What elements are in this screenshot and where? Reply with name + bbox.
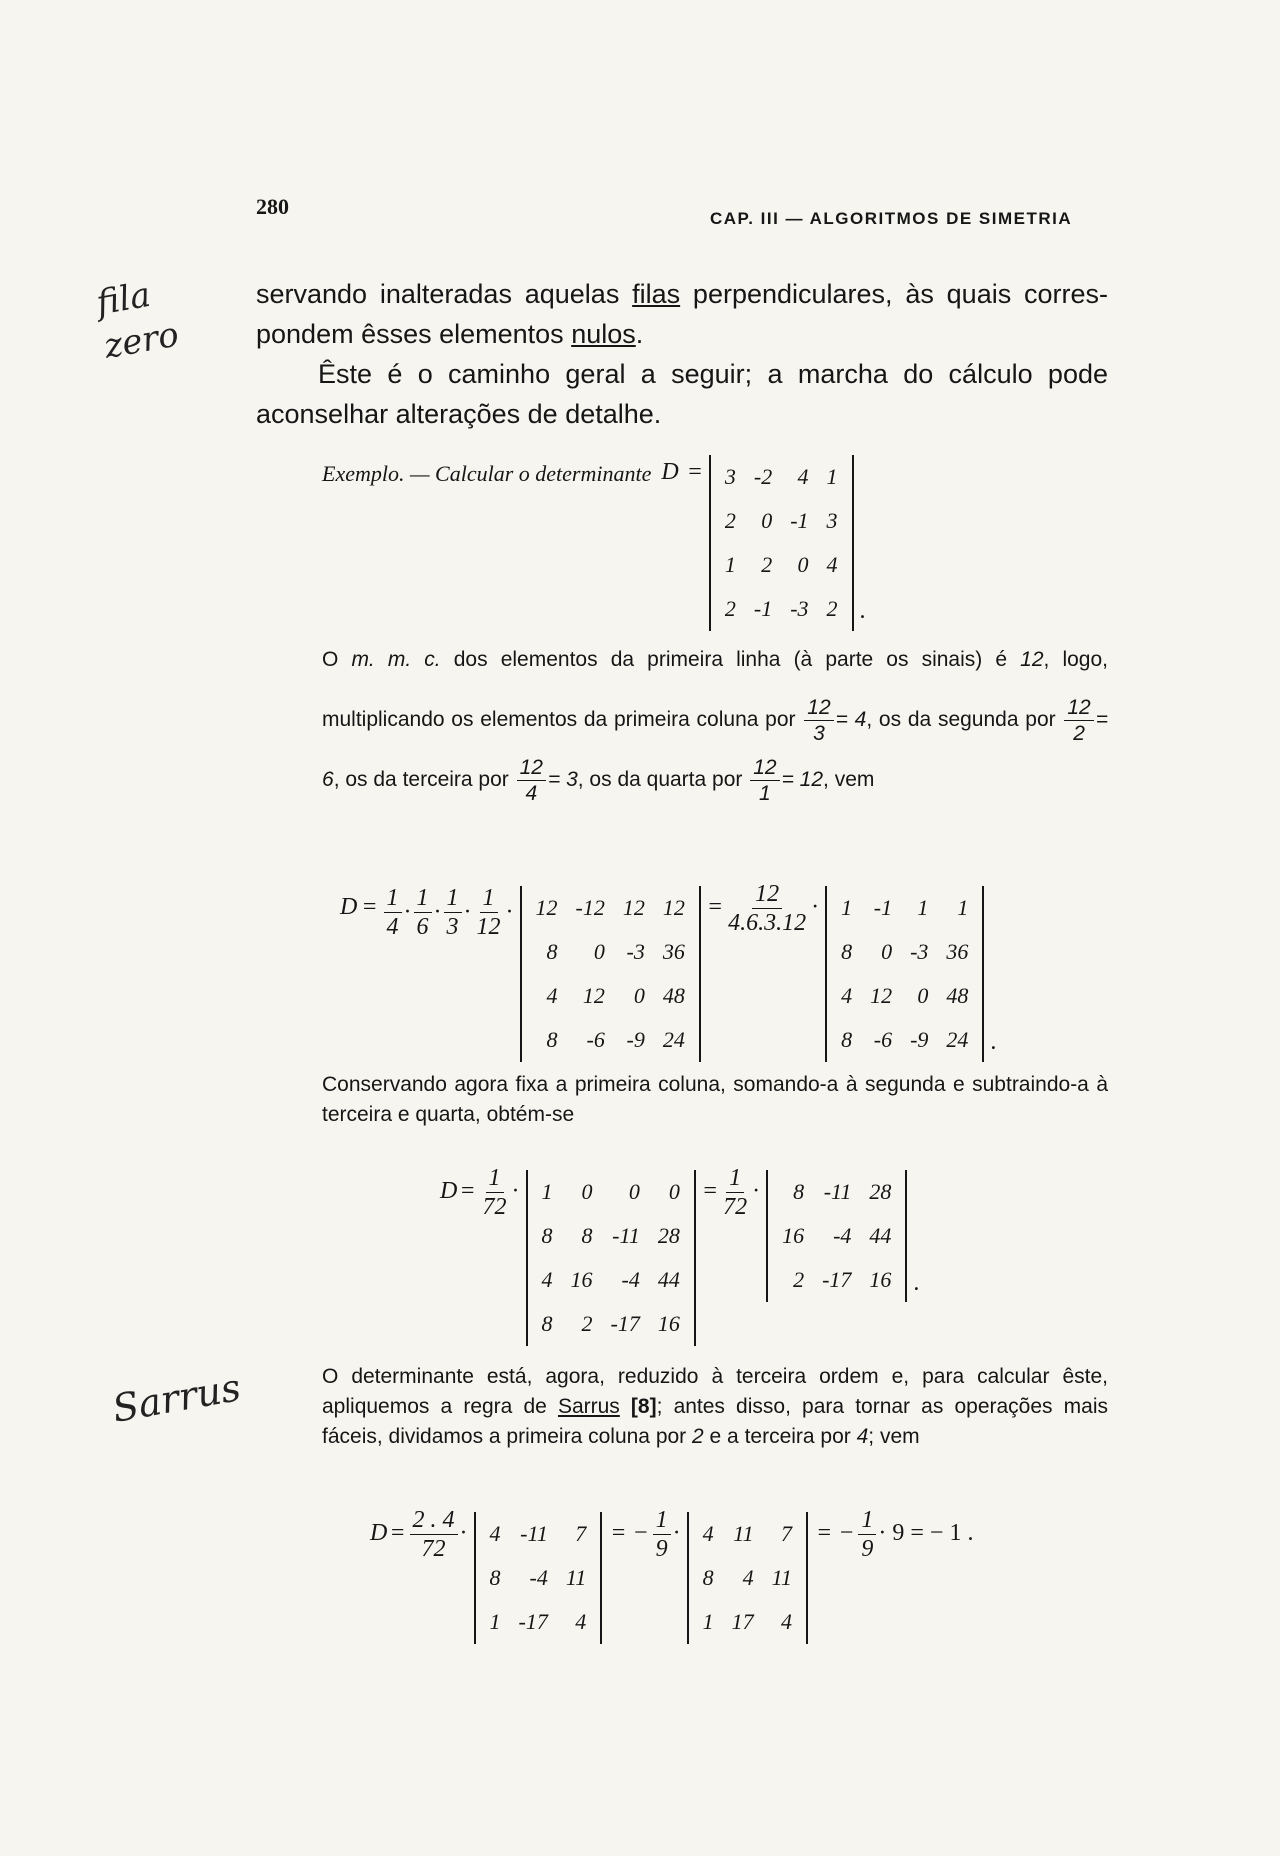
- matrix-cell: 8: [841, 939, 853, 964]
- matrix-cell: -2: [753, 464, 773, 489]
- matrix-row: [481, 1600, 596, 1644]
- determinant-eq2-left: [526, 1170, 696, 1346]
- factor-fraction: $\frac{1}{12}$: [476, 885, 501, 940]
- matrix-cell: 4: [826, 552, 838, 577]
- matrix-cell: -1: [753, 596, 773, 621]
- matrix-cell: 8: [541, 1311, 553, 1336]
- matrix-cell: 1: [957, 895, 969, 920]
- matrix-cell: -4: [833, 1223, 852, 1248]
- matrix-cell: 0: [761, 508, 773, 533]
- matrix-row: [481, 1556, 596, 1600]
- matrix-table: [773, 1170, 900, 1302]
- matrix-cell: 11: [733, 1521, 754, 1546]
- matrix-cell: 0: [581, 1179, 593, 1204]
- paragraph-caminho: Êste é o caminho geral a seguir; a marcha do cálculo pode aconselhar alterações de detalhe.: [256, 359, 1108, 429]
- matrix-cell: 12: [582, 983, 605, 1008]
- multiplication-dot: ·: [463, 899, 472, 925]
- matrix-table: [527, 886, 694, 1062]
- matrix-row: [527, 974, 694, 1018]
- fraction-12-over-product: $\frac{12}{4.6.3.12}$: [728, 881, 807, 936]
- factor-fraction: $\frac{1}{3}$: [444, 886, 462, 939]
- matrix-cell: 16: [657, 1311, 680, 1336]
- equation-3: D = $\frac{2 . 4}{72}$ · 4 -11 7 8 -4 11 1 -17 4 = − $\frac{1}{9}$ · 4 11 7 8 4 11 1 17 4 = − $\frac{1}{9}$ · 9 = − 1 .: [370, 1512, 973, 1644]
- matrix-table: [481, 1512, 596, 1644]
- matrix-cell: 4: [541, 1267, 553, 1292]
- matrix-cell: 16: [782, 1223, 805, 1248]
- matrix-cell: -4: [621, 1267, 640, 1292]
- matrix-table: [694, 1512, 801, 1644]
- determinant-eq1-right: [825, 886, 984, 1062]
- matrix-cell: -6: [873, 1027, 893, 1052]
- matrix-cell: 0: [593, 939, 605, 964]
- matrix-cell: 2: [761, 552, 773, 577]
- matrix-row: [832, 930, 977, 974]
- matrix-cell: 8: [702, 1565, 714, 1590]
- matrix-cell: 0: [797, 552, 809, 577]
- matrix-cell: -17: [610, 1311, 640, 1336]
- matrix-cell: 8: [581, 1223, 593, 1248]
- matrix-cell: 4: [575, 1609, 587, 1634]
- paragraph-mmc: O m. m. c. dos elementos da primeira linha (à parte os sinais) é 12, logo, multiplicando os elementos da primeira coluna por $\frac{12}{3}$ = 4, os da segunda por $\frac{12}{2}$ = 6, os da terceira por $\frac{12}{4}$ = 3, os da quarta por $\frac{12}{1}$ = 12, vem: [322, 648, 1108, 805]
- matrix-table: [716, 455, 847, 631]
- intro-paragraph: servando inalteradas aquelas filas perpendiculares, às quais corres- pondem êsses elementos nulos. Êste é o caminho geral a seguir; a marcha do cálculo pode aconselhar alterações de detalhe.: [256, 274, 1108, 434]
- matrix-cell: 44: [657, 1267, 680, 1292]
- matrix-cell: -9: [910, 1027, 929, 1052]
- matrix-row: [716, 543, 847, 587]
- equation-2: D = $\frac{1}{72}$ · 1 0 0 0 8 8 -11 28 4 16 -4 44 8 2 -17 16 = $\frac{1}{72}$ · 8 -11 28 16 -4 44 2 -17 16 .: [440, 1170, 919, 1346]
- matrix-cell: 0: [668, 1179, 680, 1204]
- matrix-cell: 11: [565, 1565, 587, 1590]
- matrix-row: [773, 1170, 900, 1214]
- page-number: 280: [256, 194, 289, 219]
- matrix-cell: 48: [662, 983, 685, 1008]
- fraction-12-1: $\frac{12}{1}$: [750, 757, 779, 804]
- matrix-cell: 7: [781, 1521, 793, 1546]
- matrix-row: [832, 974, 977, 1018]
- matrix-cell: 17: [731, 1609, 754, 1634]
- determinant-eq3-left: [474, 1512, 603, 1644]
- matrix-cell: 1: [724, 552, 736, 577]
- underlined-word-sarrus: Sarrus: [557, 1395, 620, 1418]
- running-head: CAP. III — ALGORITMOS DE SIMETRIA: [710, 209, 1073, 228]
- matrix-cell: 3: [724, 464, 736, 489]
- matrix-cell: 16: [869, 1267, 892, 1292]
- matrix-cell: -11: [823, 1179, 852, 1204]
- matrix-cell: 0: [917, 983, 929, 1008]
- matrix-row: [533, 1258, 689, 1302]
- matrix-cell: 1: [841, 895, 853, 920]
- fraction-12-2: $\frac{12}{2}$: [1064, 697, 1093, 744]
- matrix-table: [832, 886, 977, 1062]
- factor-fraction: $\frac{1}{6}$: [414, 886, 432, 939]
- matrix-cell: -17: [822, 1267, 852, 1292]
- matrix-table: [533, 1170, 689, 1346]
- equation-1: D = $\frac{1}{4}$ · $\frac{1}{6}$ · $\frac{1}{3}$ · $\frac{1}{12}$ · 12 -12 12 12 8 0 -3 36 4 12 0 48 8 -6 -9 24 = $\frac{12}{4.6.3.12}$ · 1 -1 1 1 8 0 -3 36 4 12 0 48 8 -6 -9 24 .: [340, 886, 996, 1062]
- matrix-row: [832, 886, 977, 930]
- matrix-row: [832, 1018, 977, 1062]
- determinant-eq3-right: [687, 1512, 808, 1644]
- matrix-cell: 36: [946, 939, 969, 964]
- underlined-word-nulos: nulos: [571, 319, 636, 349]
- matrix-row: [773, 1258, 900, 1302]
- matrix-row: [716, 587, 847, 631]
- matrix-cell: 8: [546, 1027, 558, 1052]
- matrix-cell: -3: [626, 939, 645, 964]
- matrix-cell: 3: [826, 508, 838, 533]
- matrix-cell: 4: [489, 1521, 501, 1546]
- matrix-cell: 36: [662, 939, 685, 964]
- matrix-row: [694, 1512, 801, 1556]
- matrix-cell: 8: [793, 1179, 805, 1204]
- matrix-row: [716, 499, 847, 543]
- matrix-cell: -1: [790, 508, 809, 533]
- matrix-cell: 24: [662, 1027, 685, 1052]
- matrix-cell: 4: [797, 464, 809, 489]
- matrix-cell: 4: [781, 1609, 793, 1634]
- multiplication-dot: ·: [505, 899, 514, 925]
- matrix-cell: -11: [612, 1223, 640, 1248]
- matrix-cell: 2: [826, 596, 838, 621]
- matrix-cell: 11: [771, 1565, 793, 1590]
- matrix-cell: 12: [622, 895, 645, 920]
- matrix-cell: -4: [529, 1565, 548, 1590]
- matrix-row: [694, 1600, 801, 1644]
- fraction-12-4: $\frac{12}{4}$: [517, 757, 546, 804]
- matrix-cell: 12: [662, 895, 685, 920]
- determinant-example: [709, 455, 854, 631]
- matrix-cell: 0: [633, 983, 645, 1008]
- matrix-cell: -6: [586, 1027, 605, 1052]
- matrix-cell: 44: [869, 1223, 892, 1248]
- matrix-cell: 1: [489, 1609, 501, 1634]
- matrix-row: [533, 1214, 689, 1258]
- matrix-cell: 2: [724, 596, 736, 621]
- matrix-cell: 12: [870, 983, 893, 1008]
- matrix-cell: 0: [628, 1179, 640, 1204]
- matrix-cell: 48: [946, 983, 969, 1008]
- matrix-cell: -3: [790, 596, 809, 621]
- matrix-cell: -11: [520, 1521, 548, 1546]
- matrix-row: [533, 1170, 689, 1214]
- matrix-cell: -1: [873, 895, 893, 920]
- matrix-cell: 4: [742, 1565, 754, 1590]
- matrix-cell: 8: [841, 1027, 853, 1052]
- paragraph-conservando: Conservando agora fixa a primeira coluna, somando-a à segunda e subtraindo-a à terceira e quarta, obtém-se: [322, 1073, 1108, 1126]
- matrix-cell: 8: [546, 939, 558, 964]
- matrix-cell: -3: [910, 939, 929, 964]
- margin-note-top: fila zero: [93, 274, 182, 367]
- matrix-cell: 1: [702, 1609, 714, 1634]
- matrix-cell: -9: [626, 1027, 645, 1052]
- matrix-cell: 1: [917, 895, 929, 920]
- matrix-cell: 2: [724, 508, 736, 533]
- matrix-cell: 8: [489, 1565, 501, 1590]
- matrix-cell: 4: [841, 983, 853, 1008]
- matrix-cell: 1: [826, 464, 838, 489]
- matrix-row: [527, 1018, 694, 1062]
- matrix-cell: -12: [575, 895, 605, 920]
- matrix-cell: -17: [518, 1609, 548, 1634]
- matrix-cell: 2: [793, 1267, 805, 1292]
- determinant-eq1-left: [520, 886, 701, 1062]
- matrix-row: [533, 1302, 689, 1346]
- matrix-cell: 4: [546, 983, 558, 1008]
- matrix-cell: 7: [575, 1521, 587, 1546]
- factor-fraction: $\frac{1}{4}$: [384, 886, 402, 939]
- margin-note-sarrus: Sarrus: [109, 1365, 244, 1431]
- example-block: Exemplo. — Calcular o determinante D = 3 -2 4 1 2 0 -1 3 1 2 0 4 2 -1 -3 2 .: [322, 455, 866, 631]
- matrix-cell: 4: [702, 1521, 714, 1546]
- matrix-row: [773, 1214, 900, 1258]
- matrix-cell: 28: [869, 1179, 892, 1204]
- matrix-cell: 12: [535, 895, 558, 920]
- paragraph-sarrus: O determinante está, agora, reduzido à terceira ordem e, para calcular êste, apliquemos a regra de Sarrus [8]; antes disso, para tornar as operações mais fáceis, dividamos a primeira coluna por 2 e a terceira por 4; vem: [322, 1365, 1108, 1448]
- matrix-cell: 8: [541, 1223, 553, 1248]
- multiplication-dot: ·: [433, 899, 442, 925]
- matrix-row: [716, 455, 847, 499]
- matrix-cell: 0: [881, 939, 893, 964]
- matrix-cell: 28: [657, 1223, 680, 1248]
- equation-1-factors: [382, 886, 514, 939]
- matrix-row: [527, 930, 694, 974]
- example-label: Exemplo. — Calcular o determinante: [322, 461, 652, 486]
- determinant-eq2-right: [766, 1170, 907, 1302]
- matrix-cell: 2: [581, 1311, 593, 1336]
- underlined-word-filas: filas: [632, 279, 681, 309]
- fraction-12-3: $\frac{12}{3}$: [804, 697, 833, 744]
- matrix-cell: 16: [570, 1267, 593, 1292]
- matrix-cell: 1: [541, 1179, 553, 1204]
- matrix-row: [527, 886, 694, 930]
- matrix-cell: 24: [946, 1027, 969, 1052]
- multiplication-dot: ·: [403, 899, 412, 925]
- matrix-row: [694, 1556, 801, 1600]
- matrix-row: [481, 1512, 596, 1556]
